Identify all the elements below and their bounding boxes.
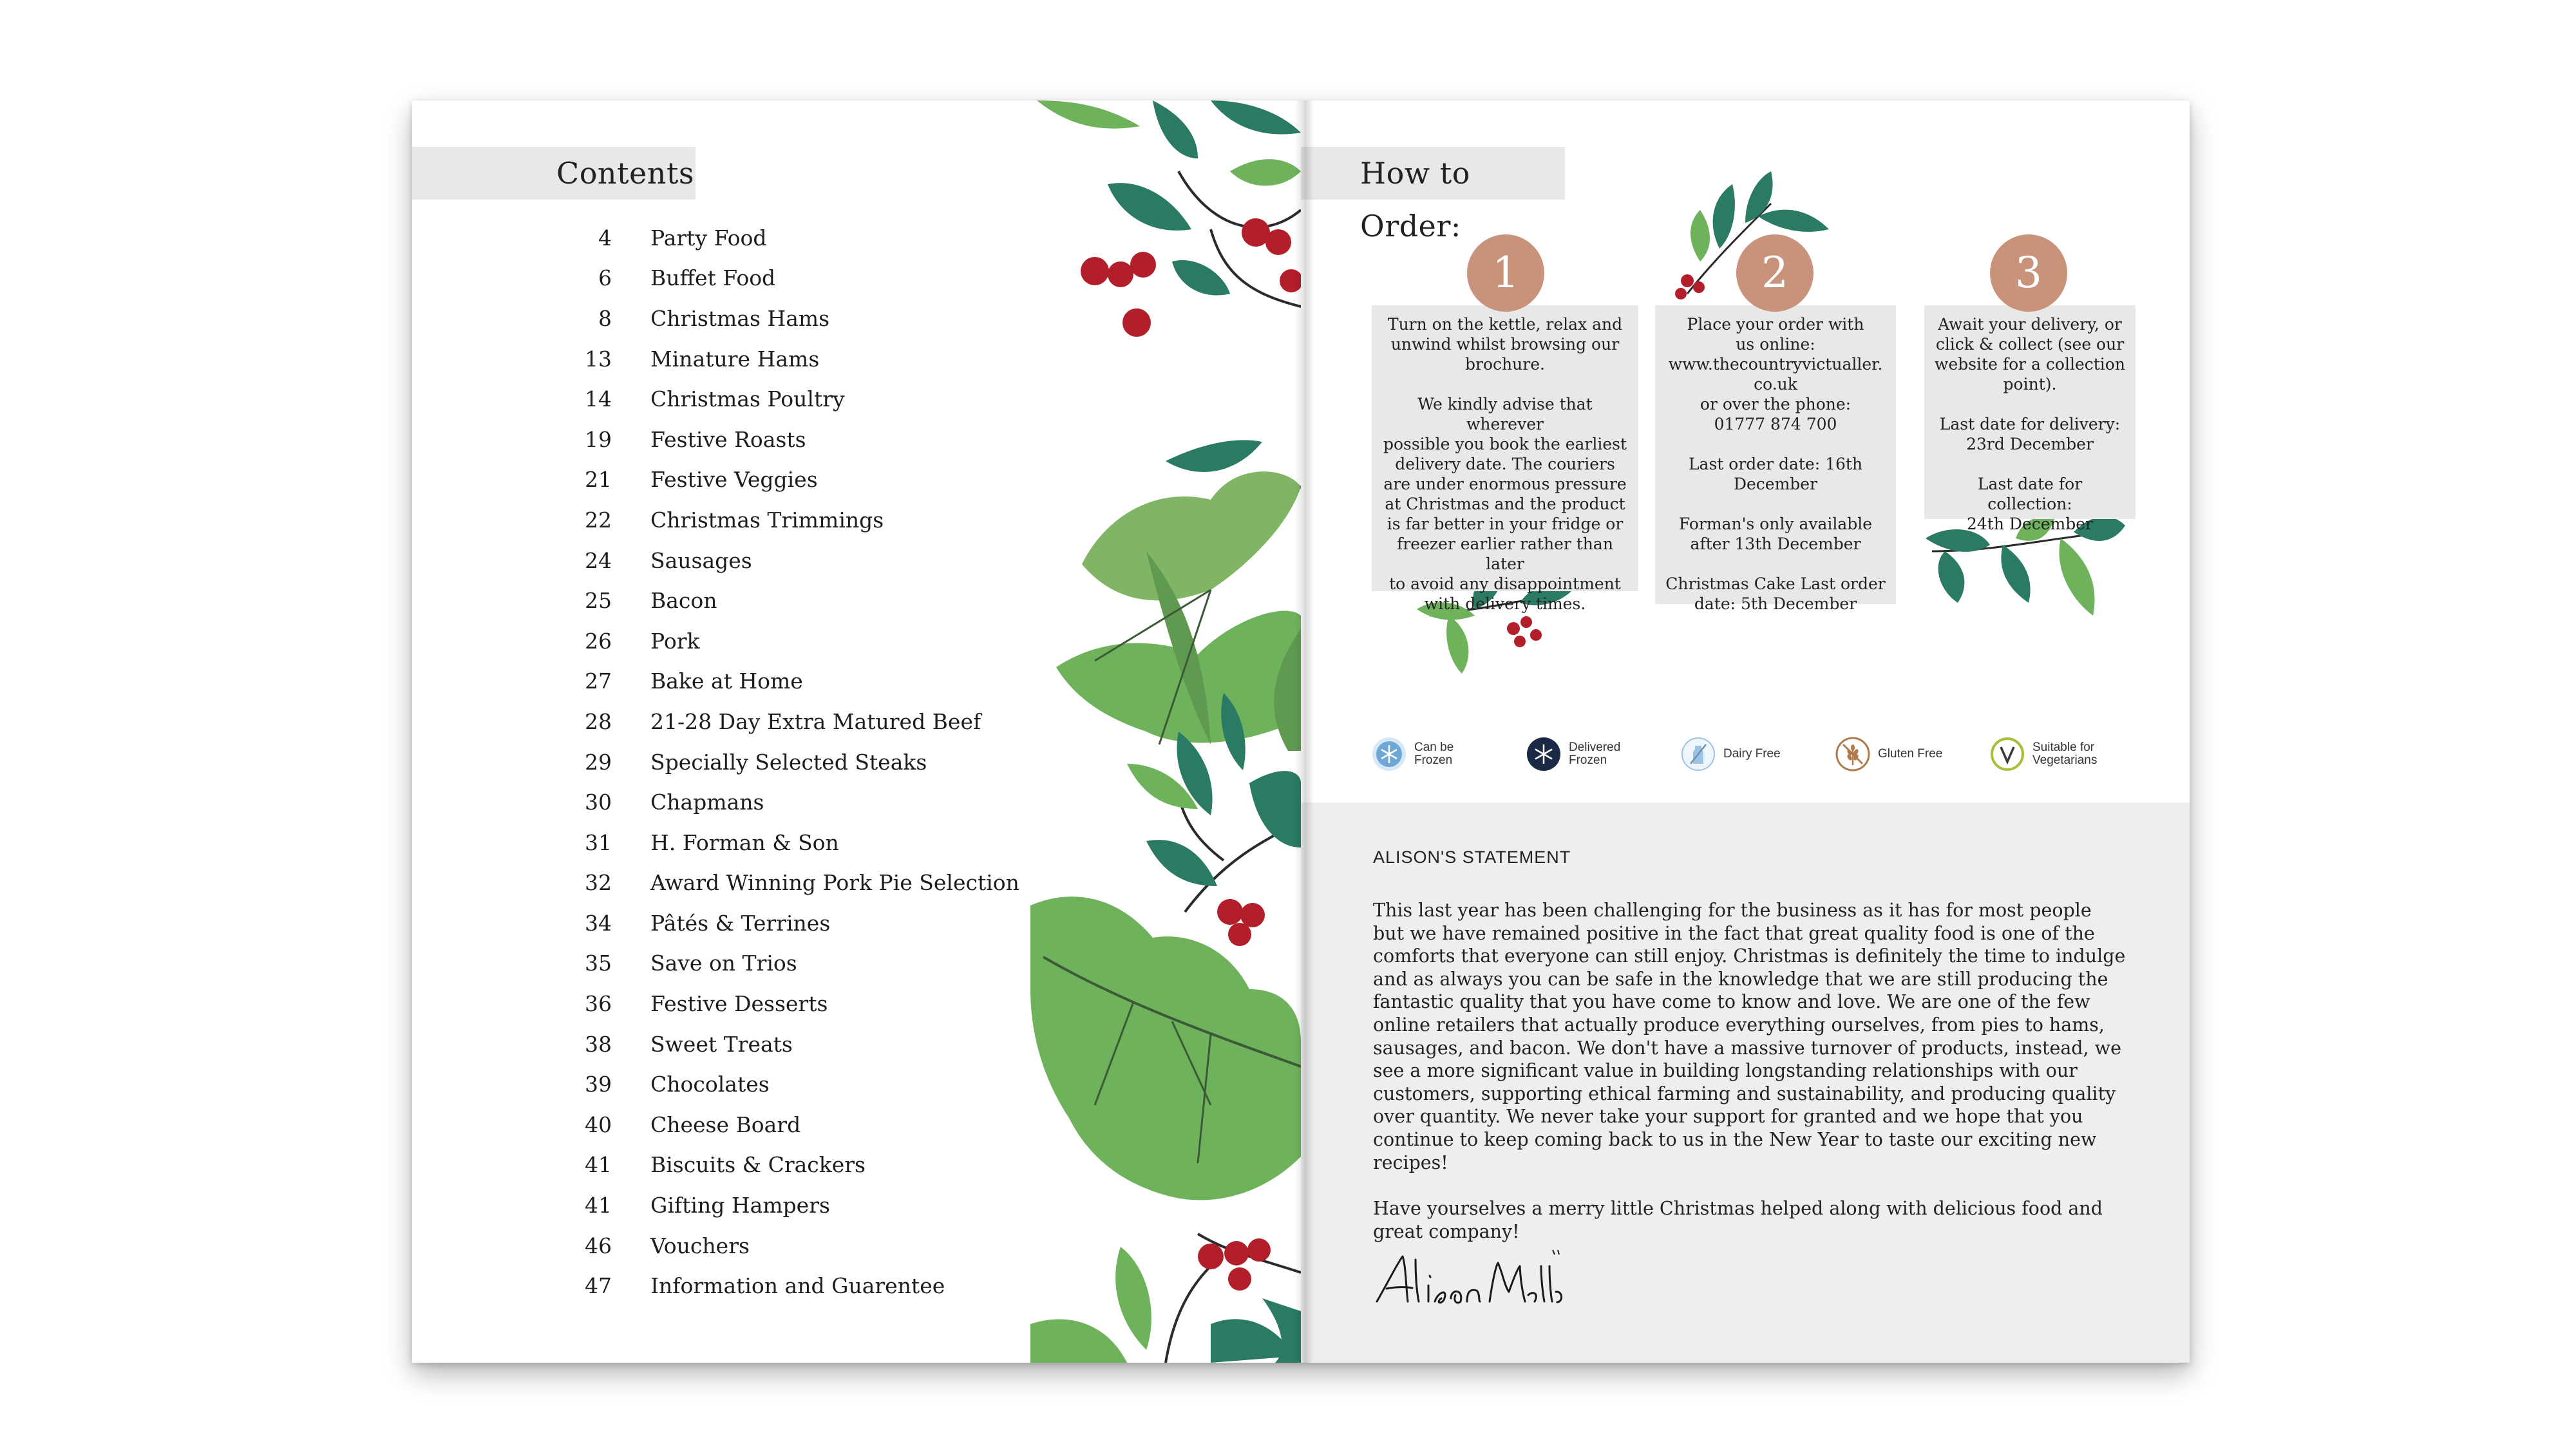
contents-entry-title: Bacon [650,588,717,614]
dietary-legend [1372,732,2132,777]
contents-title: Contents [556,156,694,191]
contents-page-number: 41 [585,1152,612,1178]
contents-entry-title: Pork [650,628,700,654]
order-title-band [1301,147,1565,243]
step-instructions: Await your delivery, or click & collect (see our website for a collection point). Last date for delivery: 23rd December Last date for collection: 24th December [1924,305,2136,519]
statement-paragraph-2: Have yourselves a merry little Christmas helped along with delicious food and great company! [1373,1198,2103,1242]
contents-entry-title: Buffet Food [650,265,776,291]
contents-page-number: 41 [585,1193,612,1218]
statement-panel [1301,802,2190,1363]
contents-entry-title: Minature Hams [650,346,820,372]
legend-label: Can be Frozen [1414,741,1454,767]
legend-item [1835,732,1942,777]
snowflake-icon [1372,737,1406,772]
legend-item [1990,732,2097,777]
contents-entry-title: Festive Veggies [650,467,818,493]
contents-entry-title: Pâtés & Terrines [650,910,831,936]
contents-page-number: 14 [585,386,612,412]
milk-bottle-icon [1681,737,1716,772]
contents-title-band [412,147,696,200]
step-number-circle: 3 [1990,234,2067,312]
contents-entry-title: Christmas Hams [650,305,830,331]
contents-page-number: 22 [585,507,612,533]
snowflake-dark-icon [1526,737,1561,772]
contents-page-number: 21 [585,467,612,493]
statement-body [1373,899,2126,1266]
legend-label: Suitable for Vegetarians [2032,741,2098,767]
contents-page-number: 30 [585,790,612,815]
contents-entry-title: Bake at Home [650,668,803,694]
contents-entry-title: Gifting Hampers [650,1193,830,1218]
legend-item [1681,732,1781,777]
contents-page-number: 13 [585,346,612,372]
contents-entry-title: 21-28 Day Extra Matured Beef [650,708,981,734]
contents-entry-title: Sweet Treats [650,1031,793,1057]
contents-entry-title: Cheese Board [650,1112,801,1137]
legend-item [1372,732,1454,777]
wheat-crossed-icon [1835,737,1870,772]
v-vegetarian-icon [1990,737,2025,772]
contents-page-number: 27 [585,668,612,694]
order-title: How to Order: [1360,156,1470,243]
contents-page-number: 38 [585,1031,612,1057]
legend-label: Gluten Free [1878,747,1943,761]
contents-page-number: 34 [585,910,612,936]
step-instructions: Place your order with us online: www.thecountryvictualler. co.uk or over the phone: 01777 874 700 Last order date: 16th December Forman's only available after 13th December Christmas Cake Last order date: 5th December [1655,305,1896,604]
statement-heading: ALISON'S STATEMENT [1373,848,1571,867]
contents-entry-title: Award Winning Pork Pie Selection [650,870,1019,896]
contents-entry-title: Festive Desserts [650,991,828,1017]
contents-entry-title: H. Forman & Son [650,829,839,855]
contents-page-number: 40 [585,1112,612,1137]
contents-page-number: 47 [585,1273,612,1299]
signature-image [1370,1240,1564,1318]
step-instructions: Turn on the kettle, relax and unwind whilst browsing our brochure. We kindly advise that wherever possible you book the earliest delivery date. The couriers are under enormous pressure at Christmas and the product is far better in your fridge or freezer earlier rather than later to avoid any disappointment with delivery times. [1372,305,1638,591]
contents-page-number: 19 [585,426,612,452]
contents-page-number: 6 [598,265,612,291]
contents-entry-title: Vouchers [650,1233,750,1258]
contents-page-number: 36 [585,991,612,1017]
foliage-illustration [1018,100,1301,1363]
contents-entry-title: Biscuits & Crackers [650,1152,866,1178]
contents-page-number: 31 [585,829,612,855]
contents-page-number: 8 [598,305,612,331]
contents-entry-title: Sausages [650,547,752,573]
contents-page-number: 35 [585,951,612,976]
step-number-circle: 2 [1736,234,1814,312]
contents-entry-title: Christmas Poultry [650,386,845,412]
contents-page-number: 46 [585,1233,612,1258]
contents-page-number: 28 [585,708,612,734]
contents-entry-title: Information and Guarentee [650,1273,945,1299]
step-number-circle: 1 [1467,234,1544,312]
contents-entry-title: Chocolates [650,1072,770,1097]
statement-paragraph-1: This last year has been challenging for the business as it has for most people but we have remained positive in the fact that great quality food is one of the comforts that everyone can still enjoy. Christmas is definitely the time to indulge and as always you can be safe in the knowledge that we are still producing the fantastic quality that you have come to know and love. We are one of the few online retailers that actually produce everything ourselves, from pies to hams, sausages, and bacon. We don't have a massive turnover of products, instead, we see a more significant value in building longstanding relationships with our customers, supporting ethical farming and sustainability, and producing quality over quantity. We never take your support for granted and we hope that you continue to keep coming back to us in the New Year to taste our exciting new recipes! [1373,900,2126,1173]
contents-entry-title: Christmas Trimmings [650,507,884,533]
contents-page-number: 32 [585,870,612,896]
contents-page-number: 29 [585,749,612,775]
contents-entry-title: Party Food [650,225,767,251]
contents-entry-title: Specially Selected Steaks [650,749,927,775]
contents-page-number: 4 [598,225,612,251]
contents-page [412,100,1301,1363]
contents-page-number: 26 [585,628,612,654]
contents-page-number: 24 [585,547,612,573]
contents-page-number: 25 [585,588,612,614]
contents-entry-title: Save on Trios [650,951,797,976]
contents-entry-title: Chapmans [650,790,764,815]
legend-label: Delivered Frozen [1569,741,1621,767]
contents-entry-title: Festive Roasts [650,426,806,452]
legend-item [1526,732,1620,777]
brochure-spread [412,100,2190,1363]
contents-page-number: 39 [585,1072,612,1097]
how-to-order-page [1301,100,2190,1363]
legend-label: Dairy Free [1723,747,1781,761]
